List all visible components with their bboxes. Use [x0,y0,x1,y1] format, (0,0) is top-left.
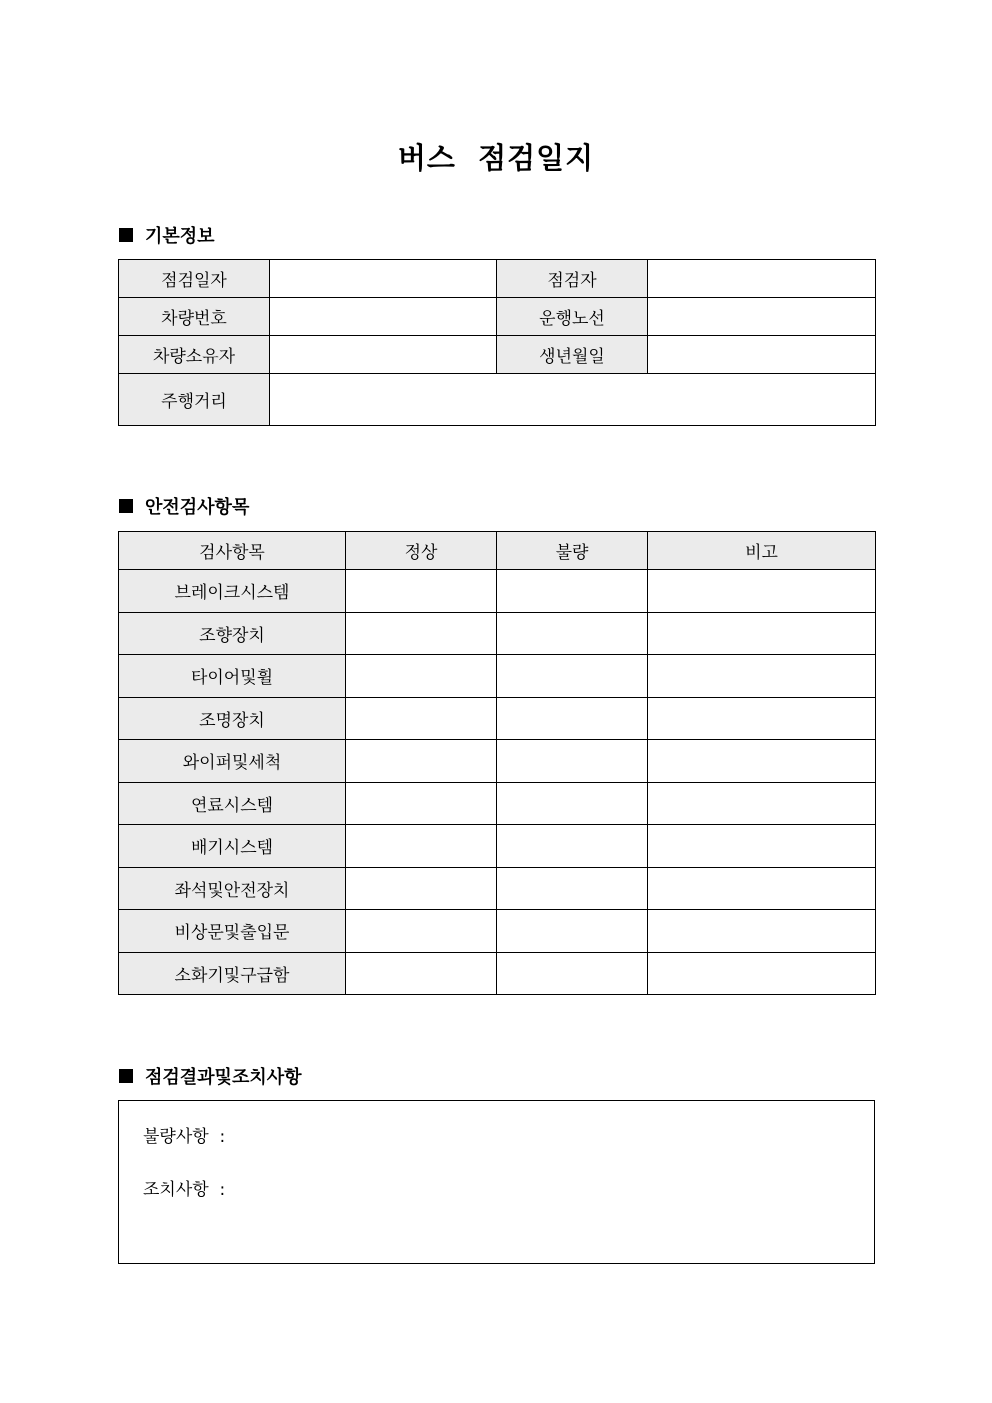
table-row [119,374,876,426]
result-heading-label: 점검결과및조치사항 [145,1067,302,1088]
check-item-label: 좌석및안전장치 [119,867,346,910]
defective-cell[interactable] [497,612,648,655]
table-row [119,697,876,740]
table-row [119,336,876,374]
normal-cell[interactable] [346,612,497,655]
safety-check-heading [119,493,249,519]
remarks-cell[interactable] [648,910,876,953]
vehicle-number-field[interactable] [270,298,497,336]
result-heading [119,1063,302,1089]
defective-cell[interactable] [497,697,648,740]
table-header-row [119,532,876,570]
vehicle-number-label: 차량번호 [119,298,270,336]
mileage-label: 주행거리 [119,374,270,426]
normal-cell[interactable] [346,740,497,783]
basic-info-heading [119,222,215,248]
normal-cell[interactable] [346,867,497,910]
column-header-remarks: 비고 [648,532,876,570]
remarks-cell[interactable] [648,697,876,740]
normal-cell[interactable] [346,655,497,698]
vehicle-owner-field[interactable] [270,336,497,374]
table-row [119,298,876,336]
defective-cell[interactable] [497,910,648,953]
remarks-cell[interactable] [648,867,876,910]
table-row [119,655,876,698]
table-row [119,867,876,910]
table-row [119,612,876,655]
check-item-label: 타이어및휠 [119,655,346,698]
defective-cell[interactable] [497,952,648,995]
normal-cell[interactable] [346,825,497,868]
normal-cell[interactable] [346,697,497,740]
check-item-label: 연료시스템 [119,782,346,825]
table-row [119,570,876,613]
mileage-field[interactable] [270,374,876,426]
table-row [119,910,876,953]
defective-cell[interactable] [497,740,648,783]
table-row [119,952,876,995]
black-square-icon [119,228,133,242]
column-header-item: 검사항목 [119,532,346,570]
safety-check-table [118,531,876,995]
birth-date-field[interactable] [648,336,876,374]
check-item-label: 비상문및출입문 [119,910,346,953]
check-item-label: 소화기및구급함 [119,952,346,995]
black-square-icon [119,1069,133,1083]
check-item-label: 배기시스템 [119,825,346,868]
inspection-date-label: 점검일자 [119,260,270,298]
defective-cell[interactable] [497,825,648,868]
remarks-cell[interactable] [648,952,876,995]
defective-cell[interactable] [497,655,648,698]
basic-info-table [118,259,876,426]
table-row [119,260,876,298]
inspector-label: 점검자 [497,260,648,298]
vehicle-owner-label: 차량소유자 [119,336,270,374]
basic-info-heading-label: 기본정보 [145,226,215,247]
column-header-defective: 불량 [497,532,648,570]
remarks-cell[interactable] [648,740,876,783]
page-title: 버스 점검일지 [397,141,595,175]
table-row [119,782,876,825]
check-item-label: 조향장치 [119,612,346,655]
inspection-date-field[interactable] [270,260,497,298]
route-label: 운행노선 [497,298,648,336]
safety-check-heading-label: 안전검사항목 [145,497,250,518]
birth-date-label: 생년월일 [497,336,648,374]
result-box[interactable] [118,1100,875,1264]
check-item-label: 브레이크시스템 [119,570,346,613]
normal-cell[interactable] [346,570,497,613]
normal-cell[interactable] [346,910,497,953]
remarks-cell[interactable] [648,612,876,655]
table-row [119,740,876,783]
defect-label: 불량사항 : [143,1127,226,1147]
check-item-label: 와이퍼및세척 [119,740,346,783]
action-label: 조치사항 : [143,1180,226,1200]
table-row [119,825,876,868]
remarks-cell[interactable] [648,825,876,868]
remarks-cell[interactable] [648,655,876,698]
check-item-label: 조명장치 [119,697,346,740]
black-square-icon [119,499,133,513]
normal-cell[interactable] [346,782,497,825]
inspector-field[interactable] [648,260,876,298]
remarks-cell[interactable] [648,782,876,825]
normal-cell[interactable] [346,952,497,995]
defective-cell[interactable] [497,867,648,910]
column-header-normal: 정상 [346,532,497,570]
remarks-cell[interactable] [648,570,876,613]
defective-cell[interactable] [497,782,648,825]
route-field[interactable] [648,298,876,336]
defective-cell[interactable] [497,570,648,613]
